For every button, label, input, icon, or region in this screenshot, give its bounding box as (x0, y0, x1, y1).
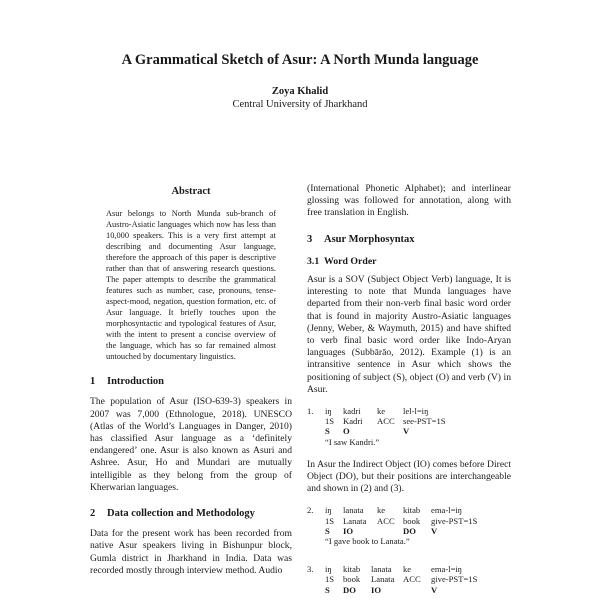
data-collection-continued-text: (International Phonetic Alphabet); and interlinear glossing was followed for annotation, along with free translation in English. (307, 183, 511, 219)
section-heading-morphosyntax (307, 234, 511, 246)
example-role: V (403, 426, 410, 437)
author-affiliation: Central University of Jharkhand (232, 99, 368, 110)
left-column (90, 186, 292, 577)
example-1 (307, 406, 511, 447)
example-role (377, 426, 403, 436)
example-3 (307, 564, 511, 595)
subsection-title: Word Order (324, 255, 377, 267)
section-heading-data-collection (90, 508, 292, 520)
example-gloss: give-PST=1S (431, 574, 478, 585)
example-gloss: Lanata (371, 574, 395, 585)
data-collection-text: Data for the present work has been recorded from native Asur speakers living in Bishunpur block, Gumla district in Jharkhand in India. Data was recorded mostly through interview method. Audio (90, 528, 292, 576)
section-number: 3 (307, 233, 313, 245)
example-number: 3. (307, 564, 314, 575)
example-gloss: 1S (325, 515, 335, 526)
subsection-number: 3.1 (307, 255, 320, 267)
example-number: 2. (307, 505, 314, 516)
example-role: S (325, 426, 330, 437)
example-word: ema-l=iŋ (431, 505, 463, 516)
example-gloss: give-PST=1S (431, 515, 478, 526)
example-word: ke (377, 505, 386, 516)
example-word: iŋ (325, 406, 332, 417)
example-word: kitab (343, 564, 361, 575)
example-role: S (325, 584, 330, 595)
example-word: iŋ (325, 505, 332, 516)
example-2 (307, 505, 511, 546)
example-role: O (343, 426, 350, 437)
example-word: lel-l=iŋ (403, 406, 429, 417)
example-gloss: Lanata (343, 515, 367, 526)
example-gloss: 1S (325, 416, 335, 427)
example-role (377, 526, 403, 536)
example-gloss: 1S (325, 574, 335, 585)
example-gloss: ACC (403, 574, 421, 585)
example-role: DO (403, 525, 416, 536)
example-word: kitab (403, 505, 421, 516)
example-word: lanata (343, 505, 364, 516)
example-role: S (325, 525, 330, 536)
example-word: ke (377, 406, 386, 417)
example-word: ke (403, 564, 412, 575)
abstract-text: Asur belongs to North Munda sub-branch of Austro-Asiatic languages which now has less than 10,000 speakers. This is a very first attempt at describing and documenting Asur language, therefore the approach of this paper is descriptive rather than that of answering research questions. The paper attempts to describe the grammatical features such as number, case, pronouns, tense-aspect-mood, negation, question formation, etc. of Asur language. It briefly touches upon the morphosyntactic and typological features of Asur, with the intent to present a concise overview of the language, which has so far remained almost untouched by documentary linguistics. (106, 209, 276, 362)
example-gloss: ACC (377, 416, 395, 427)
example-gloss: see-PST=1S (403, 416, 446, 427)
word-order-text-2: In Asur the Indirect Object (IO) comes before Direct Object (DO), but their positions are interchangeable and shown in (2) and (3). (307, 458, 511, 495)
example-gloss: book (343, 574, 361, 585)
abstract-heading: Abstract (171, 186, 211, 197)
section-title: Introduction (107, 376, 164, 388)
example-role: V (431, 525, 438, 536)
section-title: Asur Morphosyntax (324, 233, 415, 245)
subsection-heading-word-order (307, 256, 511, 268)
paper-title: A Grammatical Sketch of Asur: A North Munda language (121, 52, 479, 68)
section-title: Data collection and Methodology (107, 508, 255, 520)
example-translation: “I saw Kandri.” (325, 436, 380, 447)
example-word: kadri (343, 406, 361, 417)
word-order-text: Asur is a SOV (Subject Object Verb) language, It is interesting to note that Munda languages have departed from their non-verb final basic word order that is found in majority Austro-Asiatic languages (Jenny, Weber, & Waymuth, 2015) and have shifted to verb final basic word order like Indo-Aryan languages (Subbārāo, 2012). Example (1) is an intransitive sentence in Asur which shows the positioning of subject (S), object (O) and verb (V) in Asur. (307, 274, 511, 395)
example-gloss: Kadri (343, 416, 363, 427)
author-name: Zoya Khalid (271, 86, 329, 97)
example-role: IO (343, 525, 354, 536)
example-word: iŋ (325, 564, 332, 575)
example-gloss: ACC (377, 515, 395, 526)
example-translation: “I gave book to Lanata.” (325, 536, 410, 547)
section-number: 2 (90, 508, 96, 520)
section-number: 1 (90, 376, 96, 388)
introduction-text: The population of Asur (ISO-639-3) speakers in 2007 was 7,000 (Ethnologue, 2018). UNESCO (Atlas of the World’s Languages in Danger, 2010) has classified Asur language as a ‘definitely endangered’ one. Asur is also known as Asuri and Ashree. Asur, Ho and Mundari are mutually intelligible as they belong from the group of Kherwarian languages. (90, 396, 292, 493)
example-role: DO (343, 584, 356, 595)
section-heading-introduction (90, 376, 292, 388)
example-gloss: book (403, 515, 421, 526)
example-word: lanata (371, 564, 392, 575)
example-role: V (431, 584, 438, 595)
example-role: IO (371, 584, 382, 595)
example-word: ema-l=iŋ (431, 564, 463, 575)
example-role (403, 585, 431, 595)
right-column (307, 183, 511, 595)
example-number: 1. (307, 406, 314, 417)
